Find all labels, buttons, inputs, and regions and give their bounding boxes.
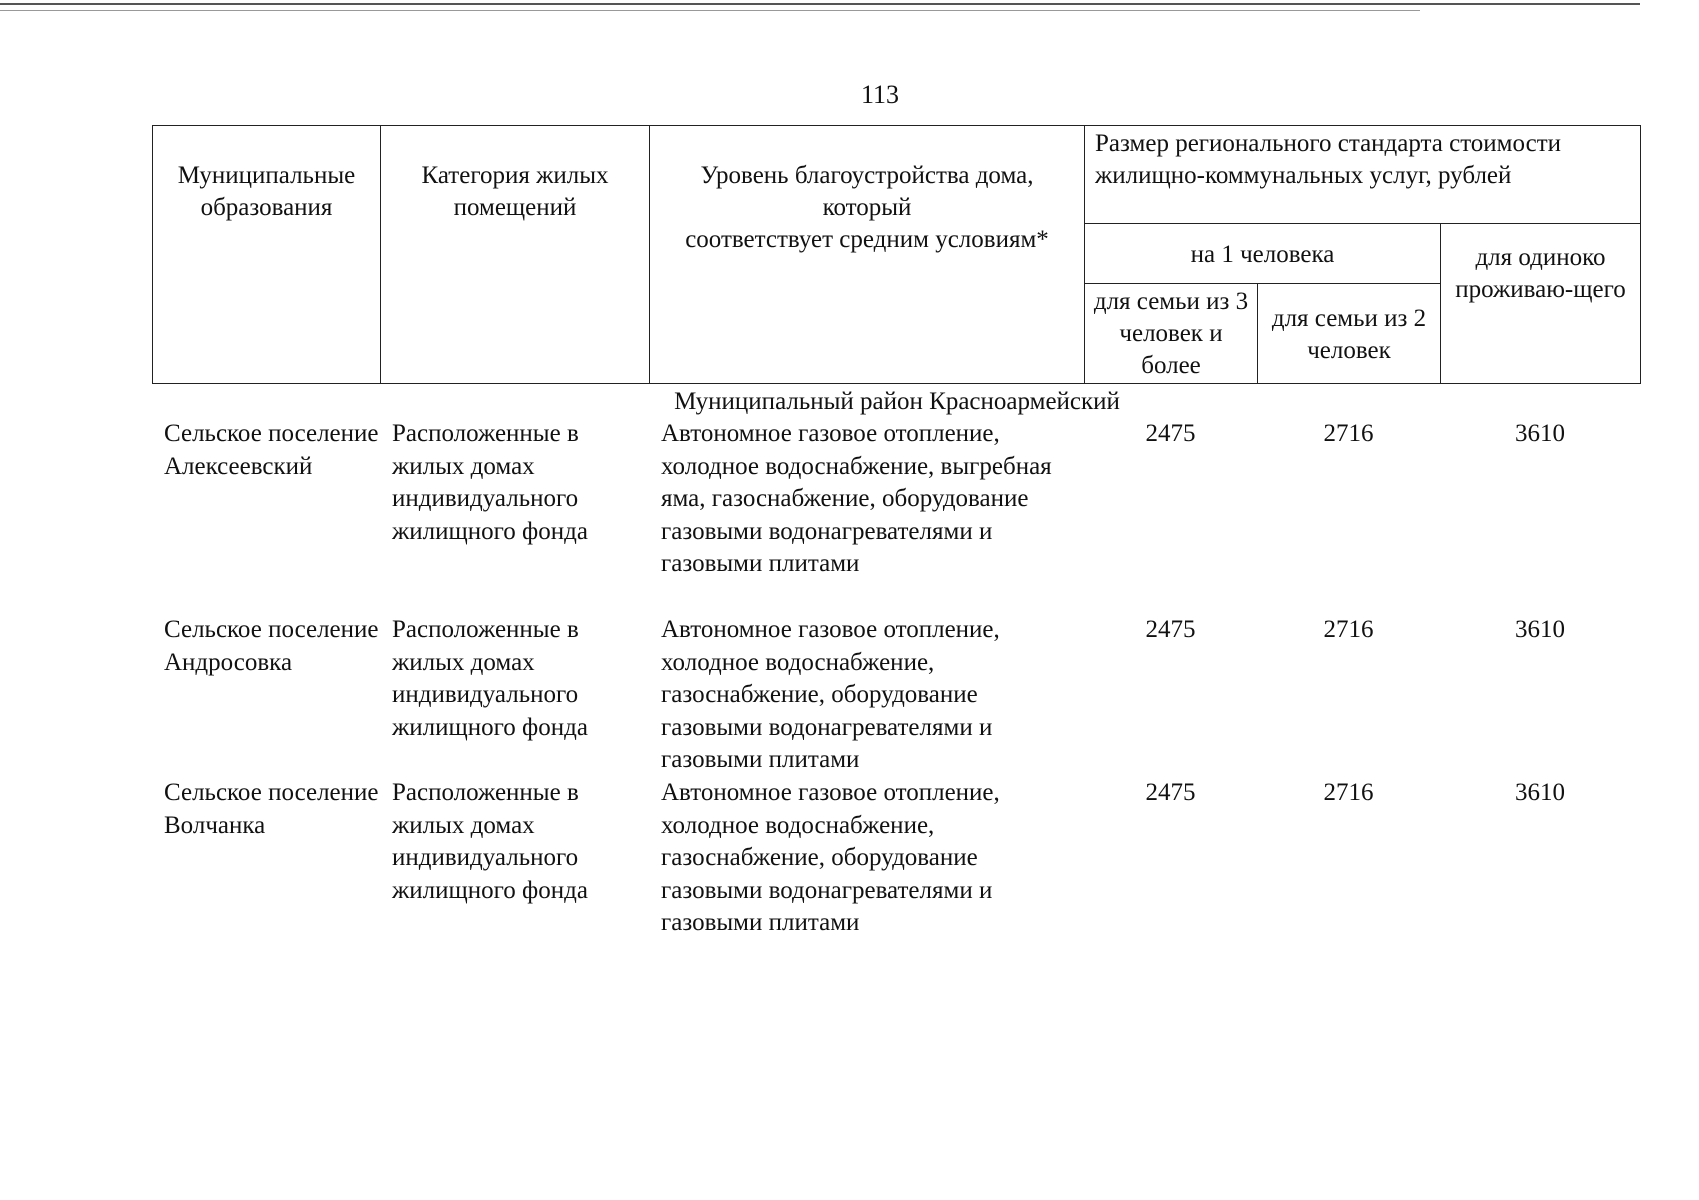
municipality-cell: Сельское поселение Андросовка [164, 616, 379, 676]
table-row [152, 777, 1640, 947]
category-cell: Расположенные в жилых домах индивидуального жилищного фонда [392, 420, 588, 545]
header-improvement-level-line1: Уровень благоустройства дома, [700, 162, 1034, 189]
value-single: 3610 [1515, 616, 1565, 643]
value-family-3-plus: 2475 [1145, 779, 1196, 806]
improvement-level-cell: Автономное газовое отопление, холодное водоснабжение, газоснабжение, оборудование газовыми водонагревателями и газовыми плитами [661, 779, 1000, 936]
section-title: Муниципальный район Красноармейский [674, 388, 1120, 415]
top-rule-secondary [0, 10, 1420, 11]
improvement-level-cell: Автономное газовое отопление, холодное водоснабжение, газоснабжение, оборудование газовыми водонагревателями и газовыми плитами [661, 616, 1000, 773]
municipality-cell: Сельское поселение Волчанка [164, 779, 379, 839]
header-improvement-level-line3: соответствует средним условиям* [685, 226, 1049, 253]
header-municipalities: Муниципальные образования [153, 126, 381, 384]
header-single-resident: для одиноко проживаю-щего [1441, 224, 1641, 384]
value-single: 3610 [1515, 779, 1565, 806]
header-family-3-plus: для семьи из 3 человек и более [1085, 284, 1258, 384]
category-cell: Расположенные в жилых домах индивидуального жилищного фонда [392, 616, 588, 741]
value-family-2: 2716 [1323, 420, 1374, 447]
category-cell: Расположенные в жилых домах индивидуального жилищного фонда [392, 779, 588, 904]
table-body [152, 386, 1640, 947]
value-family-2: 2716 [1323, 779, 1374, 806]
value-single: 3610 [1515, 420, 1565, 447]
page-number: 113 [860, 80, 900, 109]
improvement-level-cell: Автономное газовое отопление, холодное водоснабжение, выгребная яма, газоснабжение, оборудование газовыми водонагревателями и газовыми плитами [661, 420, 1052, 577]
table-row [152, 418, 1640, 614]
value-family-3-plus: 2475 [1145, 616, 1196, 643]
header-improvement-level [650, 126, 1085, 384]
value-family-2: 2716 [1323, 616, 1374, 643]
value-family-3-plus: 2475 [1145, 420, 1196, 447]
municipality-cell: Сельское поселение Алексеевский [164, 420, 379, 480]
header-category: Категория жилых помещений [381, 126, 650, 384]
header-family-2: для семьи из 2 человек [1258, 284, 1441, 384]
table-header [152, 125, 1641, 384]
header-improvement-level-line2: который [822, 194, 912, 221]
table-row [152, 614, 1640, 777]
top-rule [0, 3, 1640, 5]
standards-table [152, 125, 1640, 947]
header-per-person: на 1 человека [1085, 224, 1441, 284]
header-standard-size: Размер регионального стандарта стоимости жилищно-коммунальных услуг, рублей [1085, 126, 1641, 224]
